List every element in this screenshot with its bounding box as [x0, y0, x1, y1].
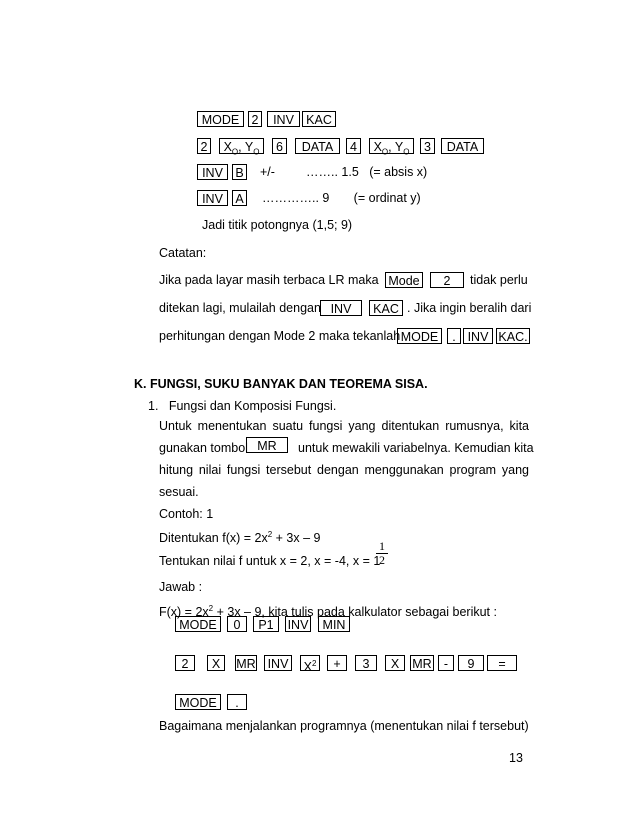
key-sub: O	[253, 147, 260, 157]
key-0: 0	[227, 616, 247, 632]
key-kac: KAC.	[496, 328, 530, 344]
catatan-line3-text: perhitungan dengan Mode 2 maka tekanlah	[159, 329, 401, 343]
answer-label: Jawab :	[159, 580, 203, 594]
exponent: 2	[267, 530, 273, 539]
question-text: Bagaimana menjalankan programnya (menentukan nilai f tersebut)	[159, 719, 529, 733]
key-b: B	[232, 164, 247, 180]
exponent: 2	[208, 604, 214, 613]
answer-part: + 3x – 9, kita tulis pada kalkulator sebagai berikut :	[213, 605, 497, 620]
key-sub: O	[231, 147, 239, 157]
key-kac: KAC	[369, 300, 403, 316]
key-p1: P1	[253, 616, 279, 632]
key-inv: INV	[264, 655, 292, 671]
key-a: A	[232, 190, 247, 206]
key-2: 2	[197, 138, 211, 154]
catatan-line2-end: . Jika ingin beralih dari	[407, 301, 532, 315]
key-plus-minus: +/-	[260, 165, 275, 179]
key-mode: MODE	[175, 616, 221, 632]
fraction	[376, 540, 388, 567]
key-dot: .	[447, 328, 461, 344]
key-xo-yo	[369, 138, 414, 157]
paragraph-line: Untuk menentukan suatu fungsi yang ditentukan rumusnya, kita	[159, 419, 529, 433]
key-data: DATA	[295, 138, 340, 154]
key-label: X	[223, 140, 232, 154]
key-mr: MR	[236, 657, 256, 671]
key-inv: INV	[267, 111, 300, 127]
key-mode: MODE	[175, 694, 221, 710]
exponent: 2	[311, 659, 317, 668]
key-mode: MODE	[397, 328, 442, 344]
key-label: , Y	[238, 140, 254, 154]
key-kac: KAC	[302, 111, 336, 127]
fraction-numerator: 1	[376, 540, 388, 554]
paragraph-line: sesuai.	[159, 485, 199, 499]
section-heading: K. FUNGSI, SUKU BANYAK DAN TEOREMA SISA.	[134, 377, 428, 391]
key-2: 2	[430, 272, 464, 288]
answer-part: F(x) = 2x	[159, 605, 209, 620]
key-mode: MODE	[197, 111, 244, 127]
question-text: Tentukan nilai f untuk x = 2, x = -4, x = 1	[159, 554, 381, 568]
key-times: X	[207, 655, 225, 671]
key-plus: +	[327, 655, 347, 671]
key-sub: O	[403, 147, 410, 157]
catatan-title: Catatan:	[159, 246, 207, 260]
function-text: + 3x – 9	[272, 531, 321, 546]
key-x-squared	[300, 655, 320, 675]
subsection-title: 1. Fungsi dan Komposisi Fungsi.	[148, 399, 337, 413]
paragraph-line: untuk mewakili variabelnya. Kemudian kita	[298, 441, 534, 455]
key-3: 3	[355, 655, 377, 671]
key-9: 9	[458, 655, 484, 671]
key-label: X	[303, 660, 312, 675]
given-function	[159, 527, 321, 546]
conclusion: Jadi titik potongnya (1,5; 9)	[202, 218, 353, 232]
key-label: , Y	[388, 140, 404, 154]
key-inv: INV	[197, 190, 228, 206]
key-min: MIN	[318, 616, 350, 632]
absis-result: …….. 1.5 (= absis x)	[306, 165, 428, 179]
key-inv: INV	[320, 300, 362, 316]
key-xo-yo	[219, 138, 264, 157]
key-inv: INV	[197, 164, 228, 180]
key-inv: INV	[285, 616, 311, 632]
catatan-line1-end: tidak perlu	[470, 273, 528, 287]
key-2: 2	[175, 655, 195, 671]
ordinat-result: ………….. 9 (= ordinat y)	[262, 191, 421, 205]
example-label: Contoh: 1	[159, 507, 214, 521]
paragraph-line: gunakan tombol	[159, 441, 248, 455]
key-data: DATA	[441, 138, 484, 154]
fraction-denominator: 2	[379, 553, 385, 567]
key-mr: MR	[410, 655, 434, 671]
key-2: 2	[248, 111, 262, 127]
catatan-line1-text: Jika pada layar masih terbaca LR maka	[159, 273, 379, 287]
key-sub: O	[381, 147, 389, 157]
key-times: X	[385, 655, 405, 671]
key-3: 3	[420, 138, 435, 154]
catatan-line2-text: ditekan lagi, mulailah dengan	[159, 301, 321, 315]
key-inv: INV	[463, 328, 493, 344]
key-mode: Mode	[385, 272, 423, 288]
key-equals: =	[487, 655, 517, 671]
page-number: 13	[509, 751, 523, 765]
paragraph-line: hitung nilai fungsi tersebut dengan menggunakan program yang	[159, 463, 529, 477]
key-minus: -	[438, 655, 454, 671]
function-text: Ditentukan f(x) = 2x	[159, 531, 268, 546]
key-4: 4	[346, 138, 361, 154]
key-6: 6	[272, 138, 287, 154]
key-dot: .	[227, 694, 247, 710]
key-mr: MR	[246, 437, 288, 453]
key-label: X	[373, 140, 382, 154]
